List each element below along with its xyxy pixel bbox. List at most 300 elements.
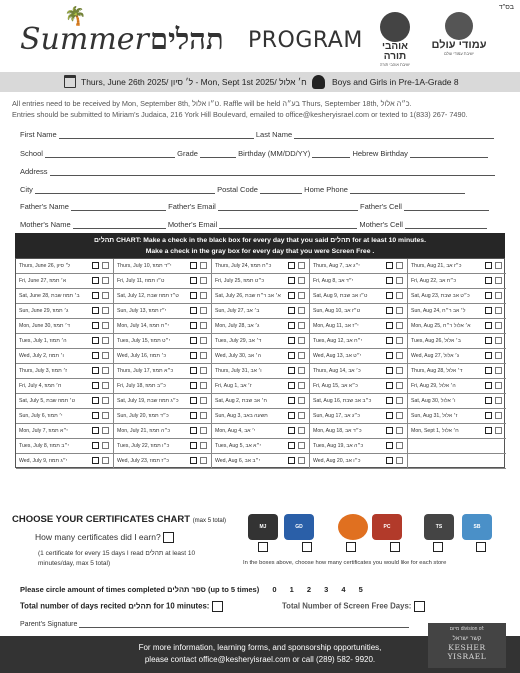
chart-day-cell <box>114 424 212 439</box>
screen-free-checkbox[interactable] <box>298 337 305 344</box>
city-field[interactable] <box>35 186 215 194</box>
chart-day-label: Thurs, July 31, ו׳ אב <box>215 368 262 374</box>
chart-day-cell <box>16 334 114 349</box>
chart-day-label: Thurs, July 24, כ״ח תמוז <box>215 263 272 269</box>
home-phone-field[interactable] <box>350 186 465 194</box>
program-title: PROGRAM <box>248 28 363 53</box>
tehillim-checkbox[interactable] <box>288 277 295 284</box>
chart-day-cell <box>212 379 310 394</box>
fathers-name-label: Father's Name <box>20 202 69 211</box>
chart-day-cell <box>408 439 506 454</box>
chart-day-cell <box>16 424 114 439</box>
tehillim-checkbox[interactable] <box>485 307 492 314</box>
times-heb: ספר תהלים <box>167 585 206 594</box>
mothers-email-field[interactable] <box>219 221 357 229</box>
screen-free-checkbox[interactable] <box>102 262 109 269</box>
tehillim-checkbox[interactable] <box>485 322 492 329</box>
certificates-title <box>12 514 226 525</box>
screen-free-checkbox[interactable] <box>495 292 502 299</box>
screen-free-checkbox[interactable] <box>495 262 502 269</box>
tehillim-checkbox[interactable] <box>92 322 99 329</box>
address-row <box>20 167 495 176</box>
screen-free-checkbox[interactable] <box>396 337 403 344</box>
tehillim-checkbox[interactable] <box>386 262 393 269</box>
screen-free-checkbox[interactable] <box>396 322 403 329</box>
days-suffix: for 10 minutes: <box>153 601 210 611</box>
mothers-cell-field[interactable] <box>405 221 487 229</box>
chart-day-cell <box>16 379 114 394</box>
chart-day-cell <box>310 364 408 379</box>
chart-day-label: Wed, July 16, כ׳ תמוז <box>117 353 167 359</box>
tehillim-checkbox[interactable] <box>485 367 492 374</box>
chart-day-cell <box>16 319 114 334</box>
tehillim-checkbox[interactable] <box>92 307 99 314</box>
screen-free-checkbox[interactable] <box>102 397 109 404</box>
screen-free-checkbox[interactable] <box>495 337 502 344</box>
tehillim-checkbox[interactable] <box>92 277 99 284</box>
chart-day-cell <box>114 394 212 409</box>
last-name-label: Last Name <box>255 130 293 139</box>
tehillim-checkbox[interactable] <box>190 412 197 419</box>
tehillim-checkbox[interactable] <box>386 337 393 344</box>
screen-free-checkbox[interactable] <box>298 277 305 284</box>
chart-day-label: Fri, July 4, ח׳ תמוז <box>19 383 62 389</box>
store-box-3[interactable] <box>346 542 356 552</box>
date-bar <box>0 72 520 92</box>
tehillim-checkbox[interactable] <box>485 292 492 299</box>
times-option-1[interactable]: 1 <box>289 585 294 594</box>
tehillim-checkbox[interactable] <box>92 337 99 344</box>
tehillim-checkbox[interactable] <box>288 337 295 344</box>
tehillim-checkbox[interactable] <box>386 307 393 314</box>
chart-day-cell <box>114 349 212 364</box>
logo-subtext: ישיבת עמודי עולם <box>444 51 474 56</box>
slice-n-bites-logo: SB <box>462 514 492 540</box>
tehillim-checkbox[interactable] <box>190 277 197 284</box>
screen-free-checkbox[interactable] <box>495 367 502 374</box>
tehillim-checkbox[interactable] <box>190 292 197 299</box>
chart-day-label: Tues, July 22, כ״ו תמוז <box>117 443 170 449</box>
screen-free-checkbox[interactable] <box>200 397 207 404</box>
chart-day-label: Thurs, July 17, כ״א תמוז <box>117 368 174 374</box>
screen-free-checkbox[interactable] <box>495 322 502 329</box>
tehillim-checkbox[interactable] <box>190 352 197 359</box>
screen-free-checkbox[interactable] <box>102 367 109 374</box>
chart-day-cell <box>212 439 310 454</box>
chart-day-label: Fri, July 25, כ״ט תמוז <box>215 278 265 284</box>
screen-free-checkbox[interactable] <box>200 277 207 284</box>
screen-free-checkbox[interactable] <box>396 367 403 374</box>
chart-day-cell <box>212 424 310 439</box>
tehillim-checkbox[interactable] <box>386 457 393 464</box>
screen-free-checkbox[interactable] <box>396 262 403 269</box>
times-suffix: (up to 5 times) <box>207 585 260 594</box>
screen-free-checkbox[interactable] <box>102 442 109 449</box>
screen-free-checkbox[interactable] <box>200 292 207 299</box>
screen-free-checkbox[interactable] <box>495 397 502 404</box>
store-box-5[interactable] <box>433 542 443 552</box>
tehillim-checkbox[interactable] <box>190 427 197 434</box>
chart-day-label: Sun, Aug 31, ז׳ אלול <box>411 413 458 419</box>
pizza-cafe-logo: PC <box>372 514 402 540</box>
screen-free-checkbox[interactable] <box>102 322 109 329</box>
division-label: division of: <box>460 626 485 632</box>
chart-day-cell <box>310 319 408 334</box>
screen-free-checkbox[interactable] <box>298 457 305 464</box>
tehillim-checkbox[interactable] <box>485 427 492 434</box>
tehillim-checkbox[interactable] <box>485 262 492 269</box>
screen-free-checkbox[interactable] <box>396 292 403 299</box>
tehillim-checkbox[interactable] <box>190 442 197 449</box>
chart-day-cell <box>114 304 212 319</box>
chart-day-cell <box>408 289 506 304</box>
screen-free-checkbox[interactable] <box>396 457 403 464</box>
tehillim-checkbox[interactable] <box>288 307 295 314</box>
screen-free-checkbox[interactable] <box>102 277 109 284</box>
chart-day-label: Sun, July 20, כ״ד תמוז <box>117 413 169 419</box>
tehillim-checkbox[interactable] <box>190 262 197 269</box>
screen-free-checkbox[interactable] <box>396 352 403 359</box>
days-heb: תהלים <box>128 601 152 611</box>
chart-day-cell <box>114 319 212 334</box>
chart-day-cell <box>114 259 212 274</box>
tehillim-checkbox[interactable] <box>92 262 99 269</box>
tehillim-checkbox[interactable] <box>288 352 295 359</box>
tehillim-checkbox[interactable] <box>190 367 197 374</box>
chart-day-label: Sun, Aug 17, כ״ג אב <box>313 413 361 419</box>
chart-day-cell <box>212 319 310 334</box>
screen-free-checkbox[interactable] <box>396 382 403 389</box>
mothers-name-field[interactable] <box>73 221 166 229</box>
fathers-email-field[interactable] <box>218 203 358 211</box>
tehillim-checkbox[interactable] <box>485 397 492 404</box>
mothers-name-label: Mother's Name <box>20 220 71 229</box>
bsd-mark: בס"ד <box>498 4 514 11</box>
tehillim-checkbox[interactable] <box>92 292 99 299</box>
hebrew-birthday-label: Hebrew Birthday <box>352 149 408 158</box>
tehillim-checkbox[interactable] <box>92 382 99 389</box>
chart-day-label: Fri, July 11, ט״ו תמוז <box>117 278 165 284</box>
school-field[interactable] <box>45 150 175 158</box>
screen-free-label: Total Number of Screen Free Days: <box>282 601 412 611</box>
tehillim-checkbox[interactable] <box>92 367 99 374</box>
chart-day-label: Wed, July 30, ה׳ אב <box>215 353 261 359</box>
chart-day-cell <box>408 259 506 274</box>
screen-free-checkbox[interactable] <box>298 397 305 404</box>
chart-day-cell <box>16 409 114 424</box>
screen-free-checkbox[interactable] <box>298 442 305 449</box>
screen-free-checkbox[interactable] <box>396 307 403 314</box>
deadline-note: All entries need to be received by Mon, September 8th, ט״ו אלול. Raffle will be held בע״ה Thurs, September 18th, כ״ה אלול. <box>12 99 412 108</box>
tehillim-checkbox[interactable] <box>92 427 99 434</box>
chart-day-cell <box>310 439 408 454</box>
birthday-field[interactable] <box>312 150 350 158</box>
chart-day-label: Wed, July 9, י״ג תמוז <box>19 458 68 464</box>
chart-day-cell <box>212 409 310 424</box>
times-label: Please circle amount of times completed <box>20 585 166 594</box>
store-box-6[interactable] <box>476 542 486 552</box>
store-box-1[interactable] <box>258 542 268 552</box>
chart-day-label: Wed, Aug 6, י״ב אב <box>215 458 260 464</box>
hebrew-birthday-field[interactable] <box>410 150 488 158</box>
orange-logo <box>338 514 368 540</box>
chart-day-cell <box>408 349 506 364</box>
mothers-email-label: Mother's Email <box>167 220 218 229</box>
top-slice-logo: TS <box>424 514 454 540</box>
chart-day-cell <box>16 349 114 364</box>
postal-code-field[interactable] <box>260 186 302 194</box>
chart-day-label: Sat, July 5, ט׳ תמוז שבת <box>19 398 76 404</box>
chart-day-cell <box>310 454 408 469</box>
tehillim-checkbox[interactable] <box>190 397 197 404</box>
chart-day-label: Sat, Aug 30, ו׳ אלול <box>411 398 456 404</box>
chart-instruction-1: תהלים CHART: Make a check in the black box for every day that you said תהלים for at least 10 minutes. <box>94 237 426 244</box>
chart-day-label: Tues, Aug 12, י״ח אב <box>313 338 362 344</box>
fathers-cell-label: Father's Cell <box>360 202 402 211</box>
times-option-3[interactable]: 3 <box>324 585 329 594</box>
screen-free-checkbox[interactable] <box>200 367 207 374</box>
chart-day-label: Fri, June 27, א׳ תמוז <box>19 278 67 284</box>
home-phone-label: Home Phone <box>304 185 348 194</box>
tehillim-checkbox[interactable] <box>386 352 393 359</box>
screen-free-checkbox[interactable] <box>200 457 207 464</box>
chart-day-cell <box>16 274 114 289</box>
times-option-5[interactable]: 5 <box>358 585 363 594</box>
tehillim-checkbox[interactable] <box>485 337 492 344</box>
chart-day-label: Sat, June 28, ב׳ תמוז שבת <box>19 293 80 299</box>
certificates-earned-box[interactable] <box>163 532 174 543</box>
screen-free-checkbox[interactable] <box>102 352 109 359</box>
screen-free-checkbox[interactable] <box>102 292 109 299</box>
tehillim-checkbox[interactable] <box>386 412 393 419</box>
tehillim-checkbox[interactable] <box>485 382 492 389</box>
tehillim-checkbox[interactable] <box>92 397 99 404</box>
chart-day-cell <box>212 394 310 409</box>
cert-note: (1 certificate for every 15 days I read תהלים at least 10 minutes/day, max 5 total) <box>38 550 196 567</box>
chart-day-cell <box>310 289 408 304</box>
chart-day-label: Sun, Aug 3, תשעה באב <box>215 413 268 419</box>
chart-day-cell <box>114 439 212 454</box>
palm-tree-icon: 🌴 <box>64 6 87 26</box>
tehillim-checkbox[interactable] <box>288 397 295 404</box>
school-label: School <box>20 149 43 158</box>
tehillim-checkbox[interactable] <box>92 412 99 419</box>
tehillim-checkbox[interactable] <box>386 277 393 284</box>
footer-line-2: please contact office@kesheryisrael.com or call (289) 582- 9920. <box>144 655 376 664</box>
tehillim-checkbox[interactable] <box>190 322 197 329</box>
glazed-donuts-logo: GD <box>284 514 314 540</box>
chart-day-cell <box>408 319 506 334</box>
tehillim-checkbox[interactable] <box>386 382 393 389</box>
chart-day-label: Sat, Aug 9, ט״ו אב שבת <box>313 293 368 299</box>
first-name-label: First Name <box>20 130 57 139</box>
eligibility-text: Boys and Girls in Pre-1A-Grade 8 <box>332 77 459 87</box>
chart-day-label: Mon, July 7, י״א תמוז <box>19 428 68 434</box>
tehillim-checkbox[interactable] <box>288 382 295 389</box>
tehillim-chart-grid <box>15 258 505 468</box>
tehillim-checkbox[interactable] <box>386 397 393 404</box>
chart-day-label: Mon, June 30, ד׳ תמוז <box>19 323 70 329</box>
tehillim-title: תהלים <box>150 22 224 56</box>
miriams-judaica-logo: MJ <box>248 514 278 540</box>
screen-free-checkbox[interactable] <box>102 337 109 344</box>
chart-day-label: Sat, Aug 23, כ״ט אב שבת <box>411 293 470 299</box>
screen-free-checkbox[interactable] <box>298 352 305 359</box>
chart-day-label: Sun, July 27, ב׳ אב <box>215 308 260 314</box>
chart-day-label: Sat, Aug 16, כ״ב אב שבת <box>313 398 372 404</box>
screen-free-checkbox[interactable] <box>298 382 305 389</box>
birthday-label: Birthday (MM/DD/YY) <box>238 149 311 158</box>
screen-free-checkbox[interactable] <box>200 262 207 269</box>
chart-day-label: Thurs, Aug 7, י״ג אב <box>313 263 360 269</box>
screen-free-checkbox[interactable] <box>298 262 305 269</box>
tehillim-checkbox[interactable] <box>288 442 295 449</box>
screen-free-checkbox[interactable] <box>200 412 207 419</box>
screen-free-checkbox[interactable] <box>102 412 109 419</box>
chart-day-label: Fri, July 18, כ״ב תמוז <box>117 383 166 389</box>
chart-day-label: Thurs, July 10, י״ד תמוז <box>117 263 172 269</box>
screen-free-checkbox[interactable] <box>495 277 502 284</box>
tehillim-checkbox[interactable] <box>92 457 99 464</box>
submission-notes <box>12 98 512 120</box>
screen-free-checkbox[interactable] <box>298 427 305 434</box>
screen-free-checkbox[interactable] <box>200 352 207 359</box>
tehillim-checkbox[interactable] <box>386 322 393 329</box>
screen-free-checkbox[interactable] <box>200 382 207 389</box>
screen-free-checkbox[interactable] <box>200 307 207 314</box>
tehillim-checkbox[interactable] <box>386 427 393 434</box>
tehillim-checkbox[interactable] <box>288 262 295 269</box>
screen-free-checkbox[interactable] <box>298 307 305 314</box>
screen-free-checkbox[interactable] <box>298 412 305 419</box>
postal-code-label: Postal Code <box>217 185 258 194</box>
chart-day-label: Wed, Aug 20, כ״ו אב <box>313 458 361 464</box>
tehillim-checkbox[interactable] <box>386 367 393 374</box>
chart-day-label: Mon, July 14, י״ח תמוז <box>117 323 169 329</box>
chart-day-label: Mon, Aug 25, א׳ אלול ר״ח <box>411 323 471 329</box>
tehillim-checkbox[interactable] <box>288 427 295 434</box>
chart-day-cell <box>16 259 114 274</box>
fathers-cell-field[interactable] <box>404 203 489 211</box>
screen-free-checkbox[interactable] <box>396 277 403 284</box>
grade-field[interactable] <box>200 150 236 158</box>
chart-day-label: Fri, Aug 8, י״ד אב <box>313 278 354 284</box>
screen-free-checkbox[interactable] <box>102 427 109 434</box>
screen-free-checkbox[interactable] <box>200 442 207 449</box>
chart-day-label: Tues, July 8, י״ב תמוז <box>19 443 69 449</box>
chart-day-cell <box>212 364 310 379</box>
times-option-4[interactable]: 4 <box>341 585 346 594</box>
chart-day-cell <box>310 349 408 364</box>
chart-day-cell <box>310 274 408 289</box>
screen-free-checkbox[interactable] <box>298 322 305 329</box>
school-row <box>20 149 488 158</box>
chart-day-label: Mon, Aug 11, י״ז אב <box>313 323 359 329</box>
chart-day-label: Thurs, July 3, ז׳ תמוז <box>19 368 67 374</box>
first-name-field[interactable] <box>59 131 254 139</box>
tehillim-checkbox[interactable] <box>190 307 197 314</box>
division-tag <box>428 623 506 668</box>
grade-label: Grade <box>177 149 198 158</box>
store-box-4[interactable] <box>390 542 400 552</box>
amudei-olam-logo <box>430 12 488 64</box>
chart-day-cell <box>408 424 506 439</box>
screen-free-checkbox[interactable] <box>396 442 403 449</box>
store-box-2[interactable] <box>302 542 312 552</box>
tehillim-checkbox[interactable] <box>386 292 393 299</box>
screen-free-checkbox[interactable] <box>396 397 403 404</box>
screen-free-checkbox[interactable] <box>102 382 109 389</box>
signature-row <box>20 620 409 628</box>
screen-free-row <box>282 601 425 612</box>
screen-free-checkbox[interactable] <box>396 427 403 434</box>
tehillim-checkbox[interactable] <box>190 382 197 389</box>
signature-label: Parent's Signature <box>20 621 78 628</box>
screen-free-checkbox[interactable] <box>102 307 109 314</box>
screen-free-checkbox[interactable] <box>298 292 305 299</box>
chart-day-label: Tues, Aug 26, ב׳ אלול <box>411 338 461 344</box>
chart-day-label: Sun, July 6, י׳ תמוז <box>19 413 63 419</box>
tehillim-checkbox[interactable] <box>92 442 99 449</box>
screen-free-checkbox[interactable] <box>102 457 109 464</box>
screen-free-box[interactable] <box>414 601 425 612</box>
chart-day-cell <box>212 334 310 349</box>
address-label: Address <box>20 167 48 176</box>
globe-icon <box>445 12 473 40</box>
screen-free-checkbox[interactable] <box>495 307 502 314</box>
screen-free-checkbox[interactable] <box>495 427 502 434</box>
cert-question-row <box>35 532 174 543</box>
signature-field[interactable] <box>79 620 409 628</box>
tehillim-checkbox[interactable] <box>485 277 492 284</box>
tehillim-checkbox[interactable] <box>288 367 295 374</box>
screen-free-checkbox[interactable] <box>495 382 502 389</box>
screen-free-checkbox[interactable] <box>495 352 502 359</box>
screen-free-checkbox[interactable] <box>200 337 207 344</box>
summer-title: Summer <box>20 22 149 57</box>
tehillim-checkbox[interactable] <box>190 457 197 464</box>
screen-free-checkbox[interactable] <box>200 427 207 434</box>
screen-free-checkbox[interactable] <box>396 412 403 419</box>
tehillim-checkbox[interactable] <box>92 352 99 359</box>
fathers-name-field[interactable] <box>71 203 166 211</box>
tehillim-checkbox[interactable] <box>288 322 295 329</box>
chart-instruction-2: Make a check in the gray box for every day that you were Screen Free . <box>145 248 375 255</box>
calendar-icon <box>64 75 76 88</box>
address-field[interactable] <box>50 168 495 176</box>
chart-day-cell <box>114 274 212 289</box>
tehillim-checkbox[interactable] <box>485 352 492 359</box>
tehillim-checkbox[interactable] <box>288 412 295 419</box>
chart-day-cell <box>16 454 114 469</box>
screen-free-checkbox[interactable] <box>200 322 207 329</box>
tehillim-checkbox[interactable] <box>288 292 295 299</box>
tehillim-checkbox[interactable] <box>485 412 492 419</box>
last-name-field[interactable] <box>294 131 494 139</box>
chart-day-label: Wed, July 23, כ״ז תמוז <box>117 458 169 464</box>
tehillim-checkbox[interactable] <box>386 442 393 449</box>
cert-title-text: CHOOSE YOUR CERTIFICATES CHART <box>12 514 191 525</box>
times-option-2[interactable]: 2 <box>306 585 312 594</box>
tehillim-checkbox[interactable] <box>190 337 197 344</box>
chart-day-label: Mon, Aug 4, י׳ אב <box>215 428 256 434</box>
tehillim-checkbox[interactable] <box>288 457 295 464</box>
screen-free-checkbox[interactable] <box>298 367 305 374</box>
times-option-0[interactable]: 0 <box>272 585 277 594</box>
screen-free-checkbox[interactable] <box>495 412 502 419</box>
days-recited-box[interactable] <box>212 601 223 612</box>
chart-day-cell <box>408 304 506 319</box>
